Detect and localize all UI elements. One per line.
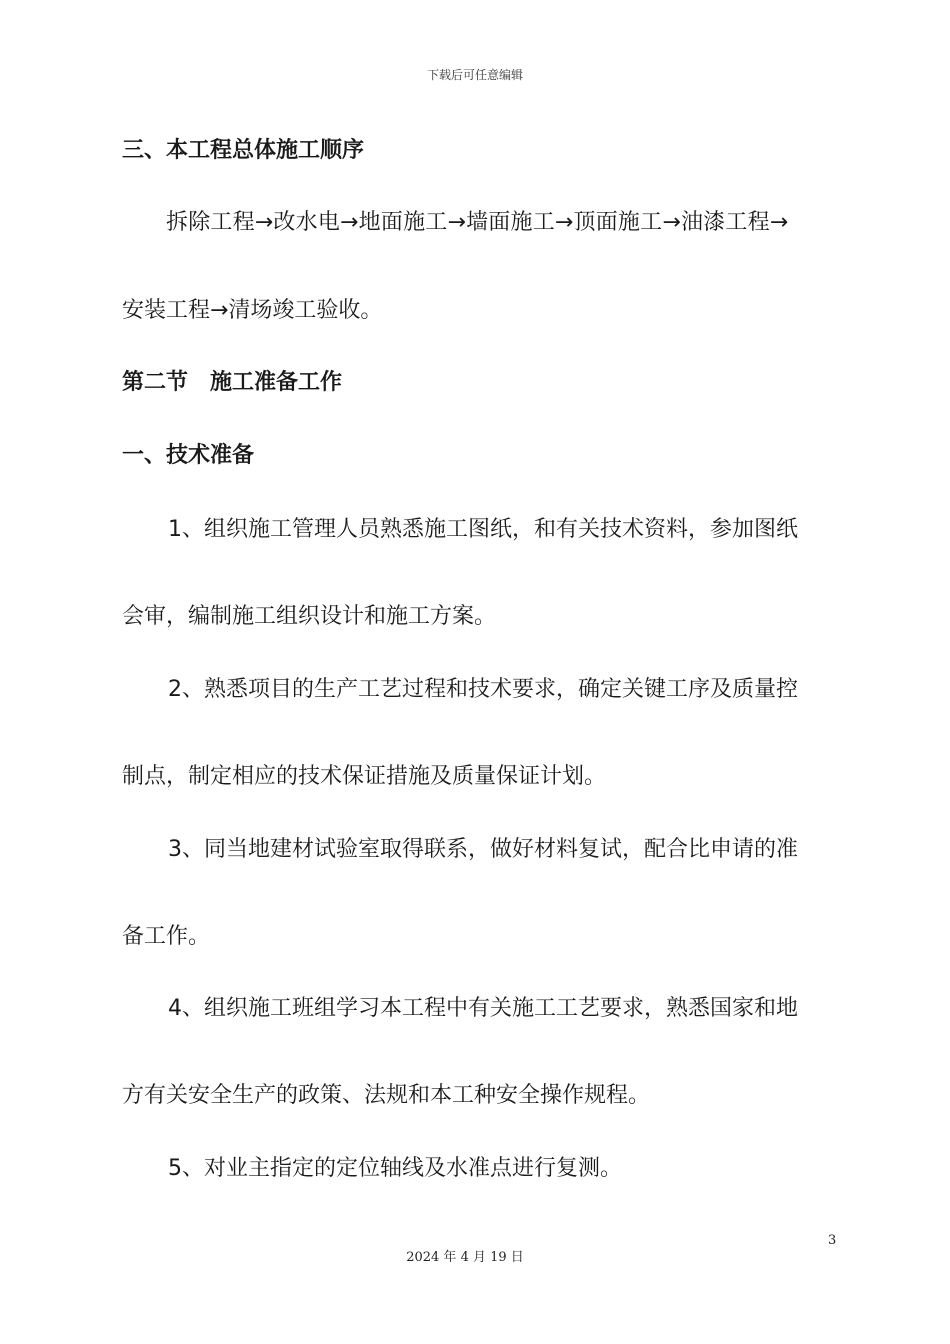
heading-technical-prep: 一、技术准备: [122, 443, 255, 468]
page-number: 3: [828, 1233, 837, 1248]
item-4-line-2: 方有关安全生产的政策、法规和本工种安全操作规程。: [122, 1083, 651, 1108]
item-2-line-1: 2、熟悉项目的生产工艺过程和技术要求，确定关键工序及质量控: [168, 677, 798, 702]
footer-date: 2024 年 4 月 19 日: [406, 1250, 524, 1265]
item-3-line-1: 3、同当地建材试验室取得联系，做好材料复试，配合比申请的准: [168, 837, 798, 862]
item-2-line-2: 制点，制定相应的技术保证措施及质量保证计划。: [122, 764, 607, 789]
item-4-line-1: 4、组织施工班组学习本工程中有关施工工艺要求，熟悉国家和地: [168, 996, 798, 1021]
sequence-line-2: 安装工程→清场竣工验收。: [122, 298, 383, 323]
section-title: 第二节 施工准备工作: [122, 370, 343, 395]
page-header-note: 下载后可任意编辑: [426, 68, 523, 82]
sequence-line-1: 拆除工程→改水电→地面施工→墙面施工→顶面施工→油漆工程→: [166, 210, 789, 235]
item-3-line-2: 备工作。: [122, 924, 211, 949]
item-5-line-1: 5、对业主指定的定位轴线及水准点进行复测。: [168, 1156, 622, 1181]
item-1-line-1: 1、组织施工管理人员熟悉施工图纸，和有关技术资料，参加图纸: [168, 517, 798, 542]
item-1-line-2: 会审，编制施工组织设计和施工方案。: [122, 604, 497, 629]
heading-overall-sequence: 三、本工程总体施工顺序: [122, 138, 365, 163]
